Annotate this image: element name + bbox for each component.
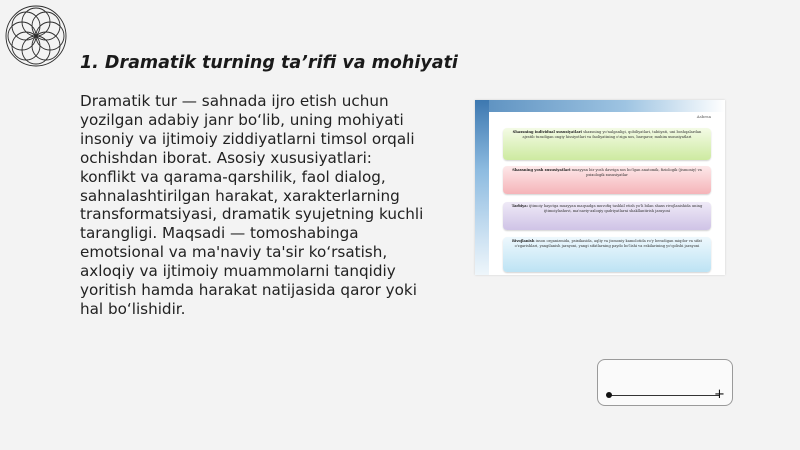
body-line: ochishdan iborat. Asosiy xususiyatlari: <box>80 148 372 167</box>
body-line: transformatsiyasi, dramatik syujetning kuchli <box>80 205 424 224</box>
diagram-box-title: Tarbiya: <box>511 204 528 208</box>
body-line: yoritish hamda harakat natijasida qaror yoki <box>80 281 417 300</box>
diagram-box-text: muayyan bir yosh davriga xos bo'lgan anatomik, fiziologik (jismoniy) va psixologik xususiyatlar <box>570 168 702 177</box>
body-text <box>80 92 425 319</box>
diagram-box-text: ijtimoiy hayotga muayyan maqsadga muvofiq tashkil etish yo'li bilan shaxs rivojlanishida uning ijtimoiylashuvi, ma'naviy-axloqiy qadriyatlarni shakllantirish jarayoni <box>527 204 703 213</box>
diagram-box-title: Shaxsning yosh xususiyatlari <box>512 168 571 172</box>
figure-top-band <box>475 100 725 112</box>
body-line: sahnalashtirilgan harakat, xarakterlarning <box>80 186 400 205</box>
body-line: tarangligi. Maqsadi — tomoshabinga <box>80 224 359 243</box>
body-line: Dramatik tur — sahnada ijro etish uchun <box>80 92 389 110</box>
diagram-box-title: Shaxsning individual xususiyatlari <box>512 130 582 134</box>
body-line: konflikt va qarama-qarshilik, faol dialog, <box>80 167 386 186</box>
plus-icon[interactable]: + <box>714 387 725 402</box>
body-line: yozilgan adabiy janr bo‘lib, uning mohiyati <box>80 110 404 129</box>
figure-left-band <box>475 100 489 275</box>
body-line: hal bo‘lishidir. <box>80 299 186 318</box>
video-player[interactable] <box>597 359 733 406</box>
body-line: emotsional va ma'naviy ta'sir ko‘rsatish, <box>80 243 388 262</box>
progress-track[interactable] <box>608 395 720 396</box>
logo-circles-icon <box>4 4 68 68</box>
diagram-box-text: shaxsning yo'nalganligi, qobiliyatlari, tabiiyati, uni boshqalardan ajratib turadigan ongiy hissiyotlari va faoliyatining o'ziga xos, barqaror, muhim xususiyatlari <box>522 130 702 139</box>
diagram-box <box>503 128 711 160</box>
diagram-image <box>475 100 725 275</box>
dot-icon[interactable] <box>606 392 612 398</box>
diagram-box-title: Rivojlanish <box>511 239 535 243</box>
body-line: axloqiy va ijtimoiy muammolarni tanqidiy <box>80 262 396 281</box>
slide-title: 1. Dramatik turning ta’rifi va mohiyati <box>80 53 458 73</box>
diagram-box <box>503 202 711 230</box>
body-line: insoniy va ijtimoiy ziddiyatlarni timsol orqali <box>80 129 415 148</box>
diagram-box <box>503 237 711 272</box>
figure-heading: Asbesa <box>696 114 711 119</box>
diagram-box <box>503 166 711 194</box>
diagram-box-text: inson organizmida, psixikasida, aqliy va jismoniy kamolotida ro'y beradigan miqdor va sifat o'zgarishlari, yangilanish jarayoni, yangi sifatlarning paydo bo'lishi va eskilarining yo'qolishi jarayoni <box>514 239 703 248</box>
